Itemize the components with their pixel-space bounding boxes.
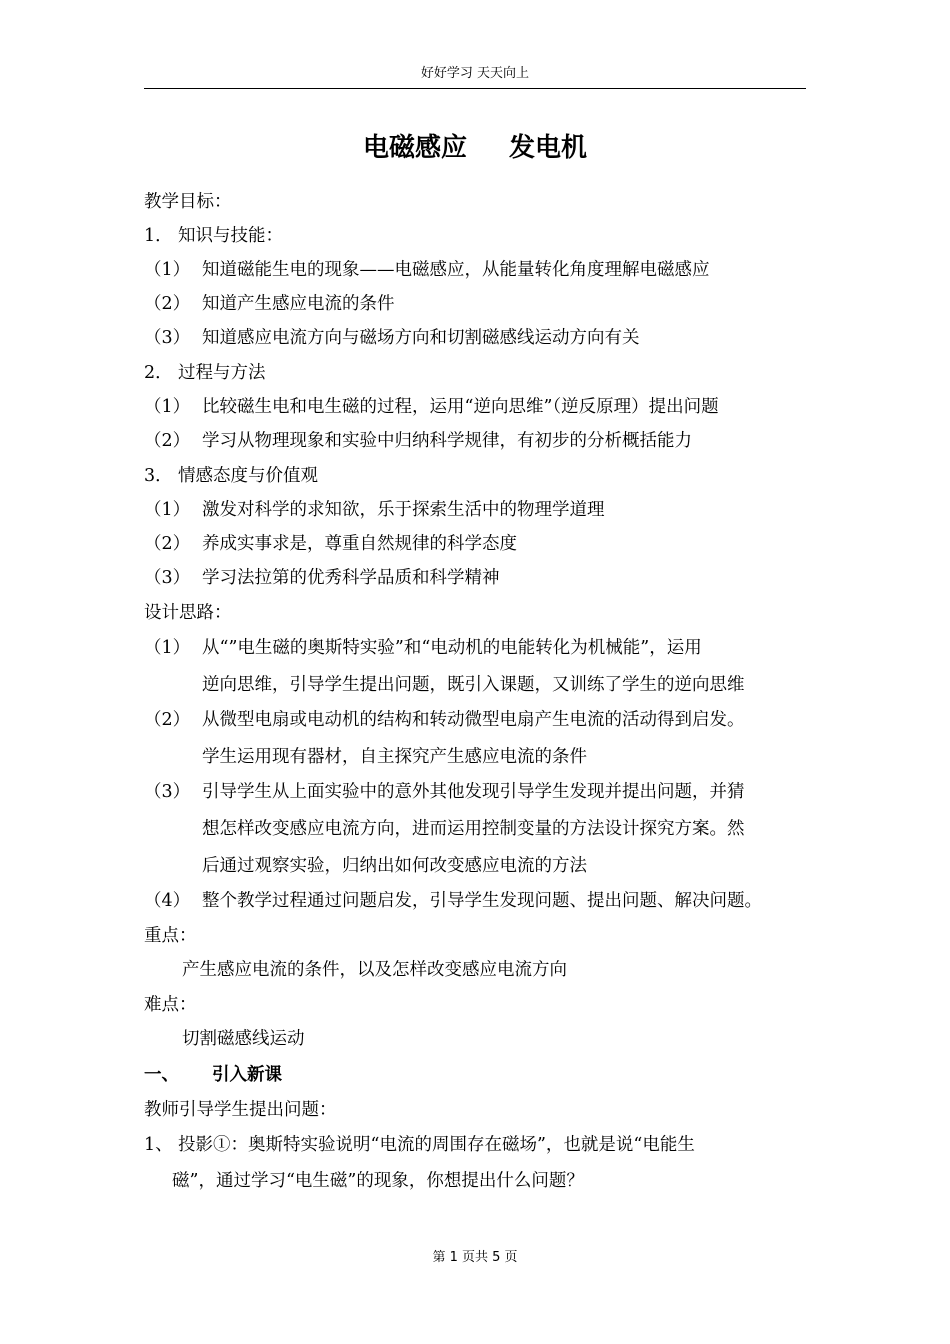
goal-2-text: 过程与方法 [178,363,266,383]
item-num: （3） [144,328,191,348]
goal-2 [144,356,266,390]
goal-3-item [144,493,605,527]
design-heading: 设计思路： [144,603,232,623]
item-text: 从“”电生磁的奥斯特实验”和“电动机的电能转化为机械能”，运用 [202,638,702,658]
goal-1-item [144,287,395,321]
item-num: （2） [144,710,191,730]
design-item-cont: 想怎样改变感应电流方向，进而运用控制变量的方法设计探究方案。然 [202,819,745,839]
goal-2-item [144,390,719,424]
goal-1-item [144,321,640,355]
goal-3-item [144,561,500,595]
design-item [144,775,745,809]
page-title [0,128,950,168]
goal-3 [144,459,318,493]
item-text: 知道感应电流方向与磁场方向和切割磁感线运动方向有关 [202,328,640,348]
item-text: 比较磁生电和电生磁的过程，运用“逆向思维”（逆反原理）提出问题 [202,397,719,417]
title-part2: 发电机 [509,133,588,163]
item-text: 养成实事求是，尊重自然规律的科学态度 [202,534,517,554]
item-num: （1） [144,260,191,280]
item-text: 学习从物理现象和实验中归纳科学规律，有初步的分析概括能力 [202,431,692,451]
design-item [144,884,762,918]
goal-1 [144,219,283,253]
section-1-heading [144,1058,282,1092]
design-item-cont: 后通过观察实验，归纳出如何改变感应电流的方法 [202,856,587,876]
key-heading: 重点： [144,926,197,946]
item-num: （4） [144,891,191,911]
item-num: （2） [144,534,191,554]
item-num: （1） [144,638,191,658]
item-num: （3） [144,568,191,588]
question-1-cont: 磁”，通过学习“电生磁”的现象，你想提出什么问题？ [172,1171,584,1191]
question-1 [144,1128,695,1162]
page-number: 第 1 页共 5 页 [432,1250,518,1265]
item-text: 从微型电扇或电动机的结构和转动微型电扇产生电流的活动得到启发。 [202,710,745,730]
item-text: 学习法拉第的优秀科学品质和科学精神 [202,568,500,588]
question-1-text: 投影①：奥斯特实验说明“电流的周围存在磁场”，也就是说“电能生 [178,1135,695,1155]
goal-2-item [144,424,692,458]
item-text: 知道产生感应电流的条件 [202,294,395,314]
design-item-cont: 逆向思维，引导学生提出问题，既引入课题，又训练了学生的逆向思维 [202,675,745,695]
goal-1-item [144,253,710,287]
item-num: （1） [144,397,191,417]
item-text: 激发对科学的求知欲，乐于探索生活中的物理学道理 [202,500,605,520]
goal-2-num: 2． [144,363,173,383]
item-text: 整个教学过程通过问题启发，引导学生发现问题、提出问题、解决问题。 [202,891,762,911]
header-text: 好好学习 天天向上 [420,66,530,81]
goal-1-num: 1． [144,226,173,246]
design-item-cont: 学生运用现有器材，自主探究产生感应电流的条件 [202,747,587,767]
goal-3-text: 情感态度与价值观 [178,466,318,486]
item-num: （2） [144,294,191,314]
goal-1-text: 知识与技能： [178,226,283,246]
key-text: 产生感应电流的条件，以及怎样改变感应电流方向 [182,960,567,980]
goal-3-num: 3． [144,466,173,486]
title-part1: 电磁感应 [362,133,467,163]
design-item [144,703,745,737]
item-text: 引导学生从上面实验中的意外其他发现引导学生发现并提出问题，并猜 [202,782,745,802]
question-1-num: 1、 [144,1135,173,1155]
difficulty-heading: 难点： [144,995,197,1015]
page-footer [0,1246,950,1265]
section-1-num: 一、 [144,1065,179,1085]
goal-3-item [144,527,517,561]
difficulty-text: 切割磁感线运动 [182,1029,305,1049]
design-item [144,631,702,665]
section-1-intro: 教师引导学生提出问题： [144,1100,337,1120]
item-num: （2） [144,431,191,451]
page-header [144,64,806,89]
item-num: （3） [144,782,191,802]
item-num: （1） [144,500,191,520]
section-1-text: 引入新课 [212,1065,282,1085]
item-text: 知道磁能生电的现象——电磁感应，从能量转化角度理解电磁感应 [202,260,710,280]
objectives-heading: 教学目标： [144,192,232,212]
